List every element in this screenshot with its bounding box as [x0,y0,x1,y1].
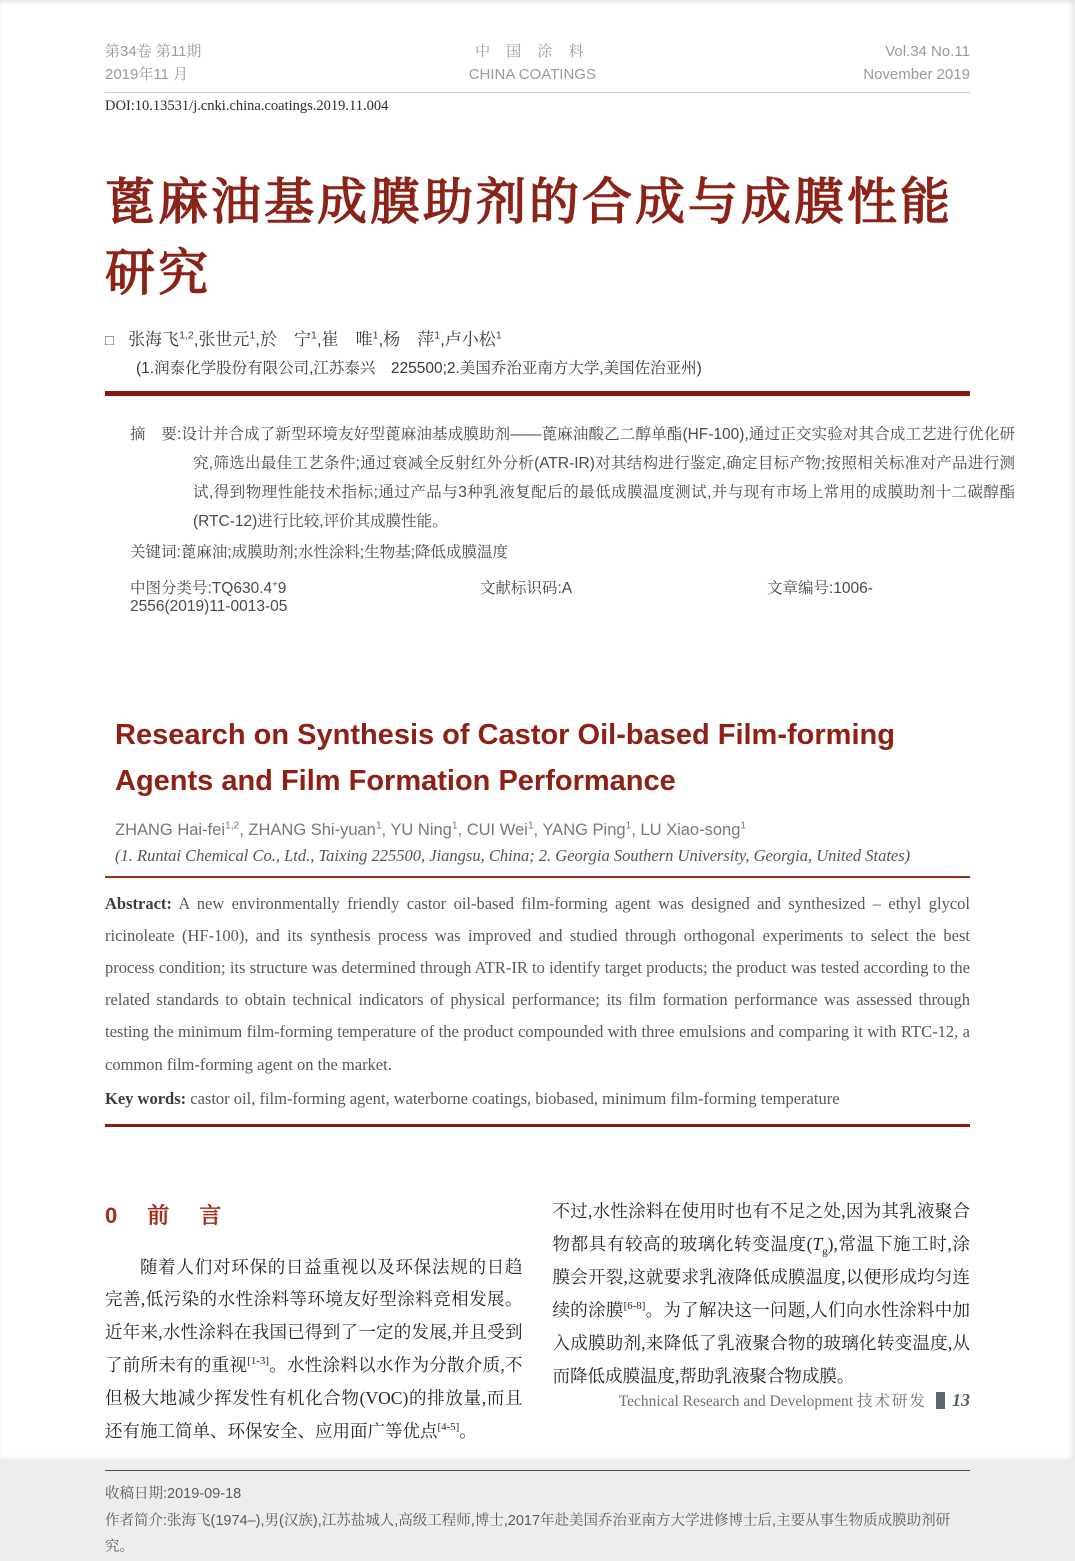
header-volume-en [863,40,970,87]
clc-number: 中图分类号:TQ630.4+9 [130,578,287,597]
intro-paragraph-left: 随着人们对环保的日益重视以及环保法规的日趋完善,低污染的水性涂料等环境友好型涂料竞相发展。近年来,水性涂料在我国已得到了一定的发展,并且受到了前所未有的重视[1-3]。水性涂料以水作为分散介质,不但极大地减少挥发性有机化合物(VOC)的排放量,而且还有施工简单、环保安全、应用面广等优点[4-5]。 [105,1256,523,1441]
article-title-en-line2: Agents and Film Formation Performance [115,765,676,798]
doi-text: DOI:10.13531/j.cnki.china.coatings.2019.11.004 [105,97,389,114]
section-heading-intro [105,1195,523,1236]
footer-section-en: Technical Research and Development [618,1393,854,1410]
volume-issue-cn: 第34卷 第11期 [105,43,202,60]
keywords-cn [130,540,970,562]
keywords-en-text: castor oil, film-forming agent, waterborne coatings, biobased, minimum film-forming temperature [186,1088,840,1108]
article-id: 文章编号:1006-2556(2019)11-0013-05 [130,580,873,615]
english-header-rule [105,876,970,878]
received-date: 收稿日期:2019-09-18 [105,1485,242,1502]
date-en: November 2019 [863,66,970,84]
keywords-cn-text: 蓖麻油;成膜助剂;水性涂料;生物基;降低成膜温度 [180,544,509,561]
abstract-cn [130,420,1015,537]
page-number: 13 [952,1390,970,1410]
authors-cn: 张海飞$^{1,2}$,张世元$^1$,於 宁$^1$,崔 唯$^1$,杨 萍$^1$,卢小松$^1$ [128,328,502,349]
abstract-bottom-rule [105,1124,970,1127]
abstract-en [105,888,970,1081]
authors-en: ZHANG Hai-fei$^{1,2}$, ZHANG Shi-yuan$^1$, YU Ning$^1$, CUI Wei$^1$, YANG Ping$^1$, LU Xiao-song$^1$ [115,820,747,839]
abstract-en-text: A new environmentally friendly castor oil-based film-forming agent was designed and synthesized – ethyl glycol ricinoleate (HF-100), and its synthesis process was improved and studied through orthogonal experiments to select the best process condition; its structure was determined through ATR-IR to identify target products; the product was tested according to the related standards to obtain technical indicators of physical performance; its film formation performance was assessed through testing the minimum film-forming temperature of the product compounded with three emulsions and comparing it with RTC-12, a common film-forming agent on the market. [105,893,970,1074]
journal-name-cn: 中 国 涂 料 [475,43,590,60]
article-title-en [115,712,970,805]
page-number-marker [936,1392,945,1409]
title-divider-rule [105,391,970,396]
article-title-cn-line2: 研究 [105,244,211,301]
authors-cn-row [105,325,970,350]
page-footer [619,1389,970,1411]
header-volume-cn [105,40,201,87]
author-bio: 作者简介:张海飞(1974–),男(汉族),江苏盐城人,高级工程师,博士,2017年赴美国乔治亚南方大学进修博士后,主要从事生物质成膜助剂研究。 [105,1512,951,1556]
affiliation-en: (1. Runtai Chemical Co., Ltd., Taixing 225500, Jiangsu, China; 2. Georgia Southern University, Georgia, United States) [115,845,911,865]
keywords-en-label: Key words: [105,1088,187,1108]
intro-left-column [105,1195,523,1448]
abstract-en-label: Abstract: [105,893,172,913]
volume-issue-en: Vol.34 No.11 [885,43,970,60]
journal-header [105,0,970,87]
journal-name-en: CHINA COATINGS [468,66,596,84]
footer-section-cn: 技术研发 [856,1393,927,1410]
keywords-en [105,1083,970,1114]
section-title: 前 言 [147,1203,226,1229]
page-content [105,0,1015,1561]
article-title-cn-line1: 蓖麻油基成膜助剂的合成与成膜性能 [105,173,953,230]
author-marker-icon: □ [105,331,115,349]
date-cn: 2019年11 月 [105,66,189,84]
header-journal-name [469,40,596,87]
article-title-en-line1: Research on Synthesis of Castor Oil-based Film-forming [115,719,895,751]
affiliation-cn: (1.润泰化学股份有限公司,江苏泰兴 225500;2.美国乔治亚南方大学,美国佐治亚州) [136,359,702,377]
intro-paragraph-right: 不过,水性涂料在使用时也有不足之处,因为其乳液聚合物都具有较高的玻璃化转变温度$(T_g)$,常温下施工时,涂膜会开裂,这就要求乳液降低成膜温度,以便形成均匀连续的涂膜[6-8]。为了解决这一问题,人们向水性涂料中加入成膜助剂,来降低了乳液聚合物的玻璃化转变温度,从而降低成膜温度,帮助乳液聚合物成膜。 [552,1201,971,1386]
document-code: 文献标识码:A [480,580,573,597]
classification-row [130,576,970,616]
abstract-cn-label: 摘 要: [130,425,182,443]
keywords-cn-label: 关键词: [130,544,181,561]
article-title-cn [105,167,970,309]
abstract-cn-text: 设计并合成了新型环境友好型蓖麻油基成膜助剂——蓖麻油酸乙二醇单酯(HF-100),通过正交实验对其合成工艺进行优化研究,筛选出最佳工艺条件;通过衰减全反射红外分析(ATR-IR)对其结构进行鉴定,确定目标产物;按照相关标准对产品进行测试,得到物理性能技术指标;通过产品与3种乳液复配后的最低成膜温度测试,并与现有市场上常用的成膜助剂十二碳醇酯(RTC-12)进行比较,评价其成膜性能。 [181,425,1015,530]
section-number: 0 [105,1203,118,1229]
footnote-block [105,1481,970,1561]
footnote-divider [105,1470,970,1471]
header-divider [105,92,970,93]
